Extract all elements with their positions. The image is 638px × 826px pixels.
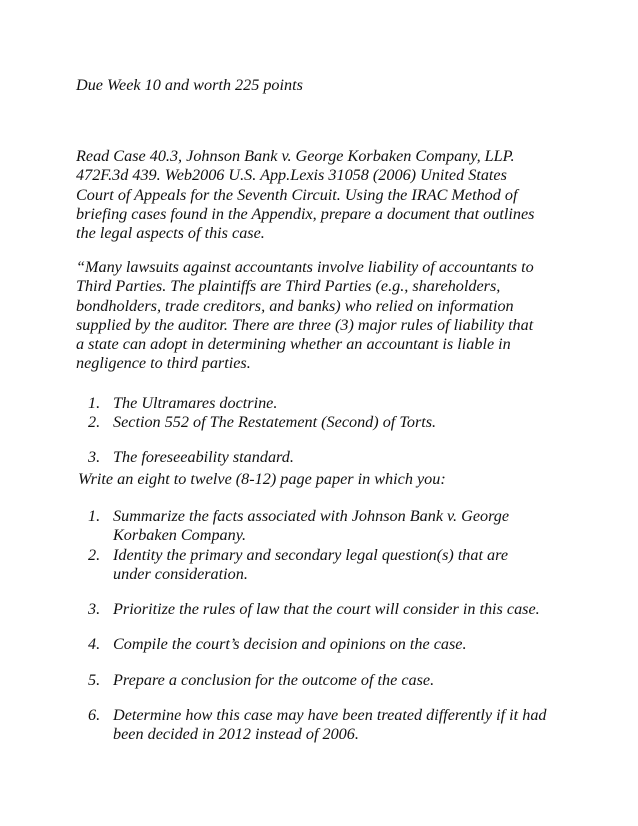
list-item <box>88 546 578 585</box>
liability-rules-list <box>88 394 578 467</box>
list-item-text: under consideration. <box>113 564 248 583</box>
instructions-line: briefing cases found in the Appendix, prepare a document that outlines <box>76 204 535 223</box>
quote-line: supplied by the auditor. There are three (3) major rules of liability that <box>76 315 534 334</box>
list-item-text: Section 552 of The Restatement (Second) of Torts. <box>113 413 437 432</box>
write-instruction: Write an eight to twelve (8-12) page paper in which you: <box>78 470 446 488</box>
list-item <box>88 635 578 654</box>
list-number: 4. <box>88 635 101 654</box>
list-item <box>88 706 578 745</box>
quote-line: bondholders, trade creditors, and banks) who relied on information <box>76 296 514 315</box>
instructions-line: Read Case 40.3, Johnson Bank v. George Korbaken Company, LLP. <box>76 147 515 165</box>
list-number: 3. <box>88 447 101 466</box>
list-item <box>88 413 578 432</box>
list-number: 1. <box>88 394 101 412</box>
list-item-text: Korbaken Company. <box>113 526 247 545</box>
due-line: Due Week 10 and worth 225 points <box>76 76 303 94</box>
list-item-text: Compile the court’s decision and opinions on the case. <box>113 635 467 654</box>
paper-tasks-list <box>88 507 578 745</box>
list-item <box>88 448 578 467</box>
quote-line: a state can adopt in determining whether an accountant is liable in <box>76 335 511 354</box>
list-number: 3. <box>88 600 101 619</box>
list-item-text: Prioritize the rules of law that the court will consider in this case. <box>113 600 540 619</box>
list-item-text: Determine how this case may have been treated differently if it had <box>113 706 547 725</box>
list-item-text: The Ultramares doctrine. <box>113 394 278 412</box>
list-item <box>88 600 578 619</box>
list-item-text: been decided in 2012 instead of 2006. <box>113 725 359 744</box>
list-item-text: Prepare a conclusion for the outcome of the case. <box>113 670 435 689</box>
quote-paragraph <box>76 258 576 374</box>
list-number: 2. <box>88 545 101 564</box>
list-number: 2. <box>88 413 101 432</box>
instructions-line: 472F.3d 439. Web2006 U.S. App.Lexis 31058 (2006) United States <box>76 166 507 185</box>
instructions-paragraph <box>76 147 576 243</box>
instructions-line: the legal aspects of this case. <box>76 224 265 243</box>
instructions-line: Court of Appeals for the Seventh Circuit. Using the IRAC Method of <box>76 185 518 204</box>
quote-line: Third Parties. The plaintiffs are Third Parties (e.g., shareholders, <box>76 277 501 296</box>
quote-line: negligence to third parties. <box>76 354 251 373</box>
list-number: 6. <box>88 706 101 725</box>
list-item-text: The foreseeability standard. <box>113 447 294 466</box>
list-item <box>88 507 578 546</box>
list-item-text: Summarize the facts associated with Johnson Bank v. George <box>113 507 510 525</box>
list-item-text: Identity the primary and secondary legal question(s) that are <box>113 545 509 564</box>
list-number: 5. <box>88 670 101 689</box>
list-item <box>88 671 578 690</box>
list-number: 1. <box>88 507 101 525</box>
quote-line: “Many lawsuits against accountants involve liability of accountants to <box>76 258 534 276</box>
list-item <box>88 394 578 413</box>
